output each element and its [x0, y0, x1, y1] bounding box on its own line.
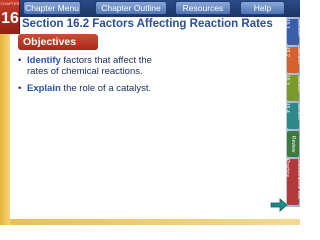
bullet-icon: • — [18, 55, 22, 66]
tab-standardized-test-practice[interactable]: Standardized Test Practice — [287, 159, 299, 205]
tab-section-16-3[interactable]: Section 16.3 — [287, 75, 299, 101]
section-tabs — [286, 17, 300, 207]
page-title: Section 16.2 Factors Affecting Reaction Rates — [22, 18, 273, 30]
tab-review[interactable]: Review — [287, 131, 299, 157]
chapter-number: 16 — [1, 10, 19, 27]
objective-text: factors that affect the rates of chemical reactions. — [27, 55, 152, 77]
list-item — [18, 84, 168, 95]
tab-section-16-4[interactable]: Section 16.4 — [287, 103, 299, 129]
list-item — [18, 56, 168, 77]
help-button[interactable]: Help — [240, 1, 285, 15]
chapter-badge-label: CHAPTER — [0, 1, 20, 6]
arrow-right-icon[interactable] — [270, 198, 288, 212]
bottom-decorative-stripe — [10, 219, 300, 225]
chapter-menu-button[interactable]: Chapter Menu — [23, 1, 81, 15]
objective-keyword: Identify — [27, 55, 61, 66]
chapter-outline-button[interactable]: Chapter Outline — [95, 1, 167, 15]
left-decorative-stripe — [0, 34, 10, 225]
objective-keyword: Explain — [27, 83, 61, 94]
objectives-header: Objectives — [18, 34, 98, 50]
resources-button[interactable]: Resources — [175, 1, 231, 15]
tab-section-16-1[interactable]: Section 16.1 — [287, 19, 299, 45]
objective-text: the role of a catalyst. — [60, 83, 152, 94]
top-navigation-bar — [0, 0, 300, 17]
bullet-icon: • — [18, 83, 22, 94]
chapter-badge — [0, 0, 20, 34]
objectives-list — [18, 56, 168, 95]
tab-section-16-2[interactable]: Section 16.2 — [287, 47, 299, 73]
